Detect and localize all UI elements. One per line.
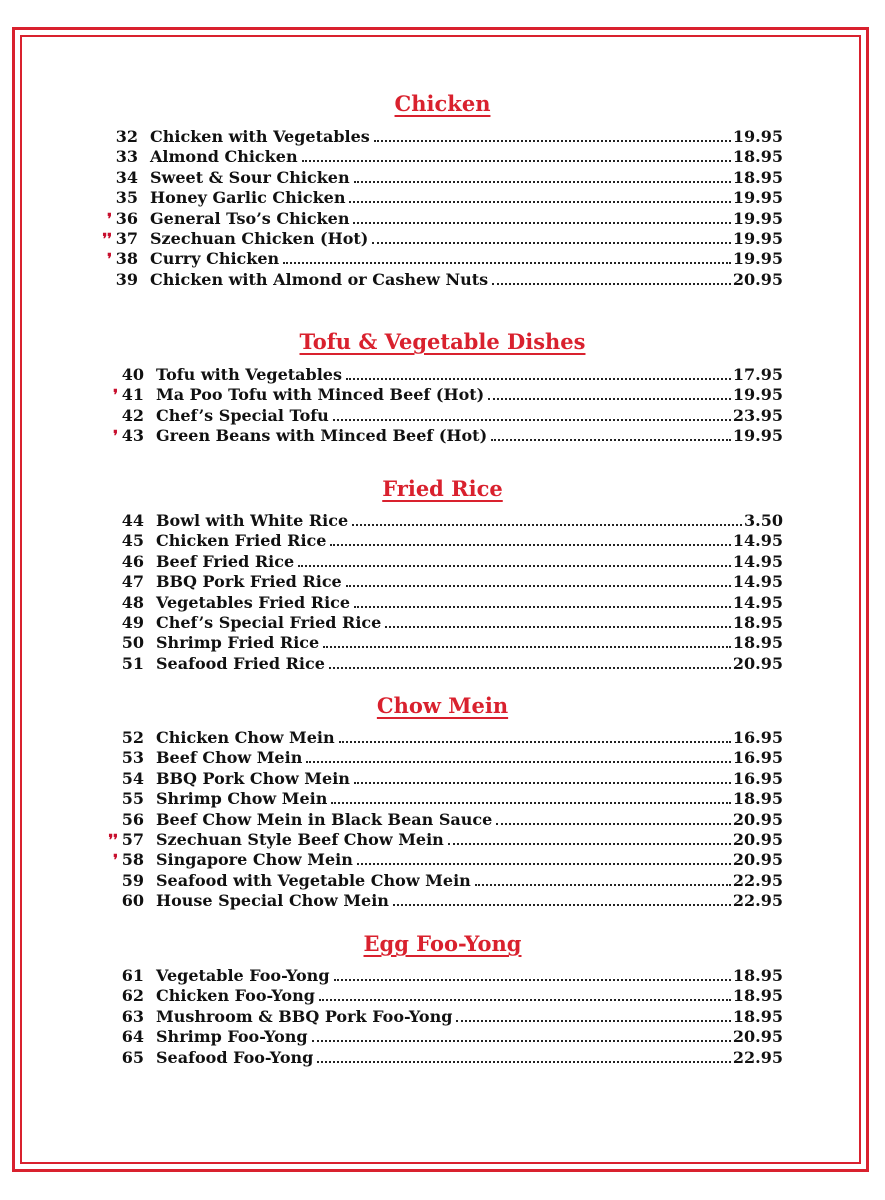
item-number: 47 <box>121 572 144 592</box>
dot-leader <box>330 544 730 546</box>
dot-leader <box>352 524 742 526</box>
menu-item <box>96 1048 783 1068</box>
dot-leader <box>491 439 731 441</box>
dot-leader <box>357 863 731 865</box>
item-price: 14.95 <box>732 572 783 592</box>
item-name: Chicken with Vegetables <box>150 127 370 146</box>
item-number: 49 <box>121 612 144 632</box>
dot-leader <box>317 1061 731 1063</box>
menu-item <box>96 654 783 674</box>
item-number: 55 <box>121 789 144 809</box>
item-price: 16.95 <box>732 728 783 747</box>
item-price: 22.95 <box>732 891 783 911</box>
item-number: 57 <box>121 829 144 849</box>
dot-leader <box>306 761 731 763</box>
item-number: 45 <box>121 531 144 551</box>
item-number: 60 <box>121 891 144 911</box>
item-price: 18.95 <box>732 1006 783 1026</box>
menu-item <box>96 728 783 748</box>
item-name: Honey Garlic Chicken <box>150 188 346 208</box>
menu-item <box>96 891 783 911</box>
item-price: 18.95 <box>732 966 783 985</box>
item-number: 63 <box>121 1006 144 1026</box>
spicy-chili-icon: ❜❜ <box>108 830 118 849</box>
dot-leader <box>353 222 730 224</box>
menu-item <box>96 511 783 531</box>
item-name: Szechuan Style Beef Chow Mein <box>156 829 444 849</box>
menu-item <box>96 531 783 551</box>
menu-list-chicken <box>90 127 783 290</box>
item-price: 18.95 <box>732 633 783 653</box>
dot-leader <box>312 1040 731 1042</box>
menu-item <box>90 249 783 269</box>
menu-list-fried-rice <box>96 511 783 674</box>
dot-leader <box>496 823 731 825</box>
item-price: 20.95 <box>732 850 783 870</box>
dot-leader <box>492 283 731 285</box>
item-number: 51 <box>121 653 144 673</box>
dot-leader <box>354 606 731 608</box>
menu-item <box>96 769 783 789</box>
item-price: 20.95 <box>732 809 783 829</box>
item-number: 48 <box>121 592 144 612</box>
item-number: 43 <box>121 426 144 446</box>
item-number: 65 <box>121 1047 144 1067</box>
section-title-chow-mein: Chow Mein <box>376 693 509 718</box>
item-name: Mushroom & BBQ Pork Foo-Yong <box>156 1006 453 1026</box>
item-name: Bowl with White Rice <box>156 511 349 530</box>
section-title-tofu-vegetable: Tofu & Vegetable Dishes <box>299 329 586 354</box>
item-price: 19.95 <box>732 228 783 248</box>
item-name: Seafood Fried Rice <box>156 653 325 673</box>
menu-item <box>96 385 783 405</box>
dot-leader <box>319 999 731 1001</box>
item-name: Shrimp Fried Rice <box>156 633 320 653</box>
menu-item <box>96 572 783 592</box>
spicy-chili-icon: ❜❜ <box>102 229 112 248</box>
section-title-fried-rice: Fried Rice <box>382 476 503 501</box>
item-number: 34 <box>115 167 138 187</box>
item-name: Seafood with Vegetable Chow Mein <box>156 870 471 890</box>
item-price: 19.95 <box>732 385 783 405</box>
item-price: 18.95 <box>732 167 783 187</box>
dot-leader <box>488 398 731 400</box>
item-price: 18.95 <box>732 147 783 167</box>
item-price: 18.95 <box>732 789 783 809</box>
item-number: 62 <box>121 986 144 1006</box>
item-number: 59 <box>121 870 144 890</box>
dot-leader <box>323 646 731 648</box>
menu-item <box>96 748 783 768</box>
menu-item <box>96 789 783 809</box>
item-price: 17.95 <box>732 365 783 384</box>
item-number: 38 <box>115 249 138 269</box>
dot-leader <box>339 741 731 743</box>
menu-item <box>90 188 783 208</box>
dot-leader <box>346 378 731 380</box>
item-price: 19.95 <box>732 208 783 228</box>
dot-leader <box>372 242 731 244</box>
item-number: 53 <box>121 748 144 768</box>
item-price: 19.95 <box>732 127 783 146</box>
dot-leader <box>333 419 731 421</box>
item-number: 50 <box>121 633 144 653</box>
dot-leader <box>475 884 731 886</box>
item-number: 54 <box>121 768 144 788</box>
item-name: Almond Chicken <box>150 147 298 167</box>
dot-leader <box>302 160 731 162</box>
dot-leader <box>354 782 731 784</box>
item-price: 19.95 <box>732 188 783 208</box>
item-price: 20.95 <box>732 653 783 673</box>
item-price: 18.95 <box>732 612 783 632</box>
item-number: 58 <box>121 850 144 870</box>
item-name: Beef Chow Mein in Black Bean Sauce <box>156 809 493 829</box>
item-name: Shrimp Foo-Yong <box>156 1027 308 1047</box>
item-number: 46 <box>121 551 144 571</box>
dot-leader <box>346 585 731 587</box>
item-number: 39 <box>115 269 138 289</box>
item-name: Shrimp Chow Mein <box>156 789 328 809</box>
spicy-chili-icon: ❜ <box>113 427 118 446</box>
item-number: 56 <box>121 809 144 829</box>
menu-item <box>90 229 783 249</box>
menu-item <box>96 633 783 653</box>
dot-leader <box>448 843 731 845</box>
item-name: BBQ Pork Fried Rice <box>156 572 342 592</box>
menu-item <box>90 127 783 147</box>
item-number: 40 <box>121 365 144 384</box>
item-number: 61 <box>121 966 144 985</box>
menu-item <box>96 613 783 633</box>
spicy-chili-icon: ❜ <box>107 209 112 228</box>
menu-item <box>96 810 783 830</box>
menu-item <box>96 426 783 446</box>
dot-leader <box>393 904 731 906</box>
item-price: 20.95 <box>732 829 783 849</box>
item-price: 3.50 <box>744 511 783 530</box>
item-number: 41 <box>121 385 144 405</box>
item-name: Beef Fried Rice <box>156 551 295 571</box>
dot-leader <box>354 181 731 183</box>
menu-item <box>96 406 783 426</box>
menu-item <box>96 552 783 572</box>
item-number: 52 <box>121 728 144 747</box>
menu-item <box>96 1007 783 1027</box>
item-name: Chef’s Special Fried Rice <box>156 612 382 632</box>
item-price: 20.95 <box>732 1027 783 1047</box>
item-price: 19.95 <box>732 426 783 446</box>
item-name: Vegetables Fried Rice <box>156 592 351 612</box>
menu-item <box>96 593 783 613</box>
dot-leader <box>298 565 731 567</box>
menu-item <box>90 209 783 229</box>
item-price: 22.95 <box>732 1047 783 1067</box>
item-price: 16.95 <box>732 748 783 768</box>
item-name: Tofu with Vegetables <box>156 365 342 384</box>
item-name: Chicken Chow Mein <box>156 728 335 747</box>
menu-item <box>96 871 783 891</box>
item-name: BBQ Pork Chow Mein <box>156 768 350 788</box>
menu-list-tofu-vegetable <box>96 365 783 447</box>
menu-item <box>90 168 783 188</box>
item-name: General Tso’s Chicken <box>150 208 350 228</box>
dot-leader <box>331 802 731 804</box>
item-price: 23.95 <box>732 405 783 425</box>
menu-item <box>96 986 783 1006</box>
item-price: 18.95 <box>732 986 783 1006</box>
item-price: 22.95 <box>732 870 783 890</box>
menu-item <box>96 966 783 986</box>
item-number: 64 <box>121 1027 144 1047</box>
item-name: Green Beans with Minced Beef (Hot) <box>156 426 488 446</box>
item-price: 14.95 <box>732 551 783 571</box>
item-number: 32 <box>115 127 138 146</box>
menu-list-chow-mein <box>96 728 783 912</box>
item-number: 35 <box>115 188 138 208</box>
item-name: Chicken with Almond or Cashew Nuts <box>150 269 489 289</box>
item-name: Beef Chow Mein <box>156 748 303 768</box>
item-name: Szechuan Chicken (Hot) <box>150 228 369 248</box>
item-name: Chicken Fried Rice <box>156 531 327 551</box>
dot-leader <box>374 140 731 142</box>
item-price: 14.95 <box>732 592 783 612</box>
item-name: Sweet & Sour Chicken <box>150 167 350 187</box>
item-number: 33 <box>115 147 138 167</box>
section-title-egg-foo-yong: Egg Foo-Yong <box>363 931 522 956</box>
item-name: Curry Chicken <box>150 249 280 269</box>
dot-leader <box>334 979 731 981</box>
item-name: Chef’s Special Tofu <box>156 405 329 425</box>
item-name: Seafood Foo-Yong <box>156 1047 314 1067</box>
section-title-chicken: Chicken <box>394 91 491 116</box>
dot-leader <box>456 1020 730 1022</box>
menu-item <box>96 850 783 870</box>
dot-leader <box>385 626 731 628</box>
item-price: 14.95 <box>732 531 783 551</box>
menu-item <box>96 1027 783 1047</box>
dot-leader <box>349 201 730 203</box>
item-name: Vegetable Foo-Yong <box>156 966 330 985</box>
item-price: 19.95 <box>732 249 783 269</box>
item-price: 16.95 <box>732 768 783 788</box>
spicy-chili-icon: ❜ <box>113 851 118 870</box>
item-number: 37 <box>115 228 138 248</box>
item-name: Ma Poo Tofu with Minced Beef (Hot) <box>156 385 485 405</box>
item-number: 44 <box>121 511 144 530</box>
item-name: Singapore Chow Mein <box>156 850 353 870</box>
item-price: 20.95 <box>732 269 783 289</box>
spicy-chili-icon: ❜ <box>107 250 112 269</box>
item-name: House Special Chow Mein <box>156 891 389 911</box>
dot-leader <box>283 262 731 264</box>
dot-leader <box>329 667 731 669</box>
item-name: Chicken Foo-Yong <box>156 986 315 1006</box>
menu-item <box>96 830 783 850</box>
item-number: 36 <box>115 208 138 228</box>
menu-item <box>90 270 783 290</box>
menu-item <box>96 365 783 385</box>
menu-item <box>90 147 783 167</box>
item-number: 42 <box>121 405 144 425</box>
menu-list-egg-foo-yong <box>96 966 783 1068</box>
spicy-chili-icon: ❜ <box>113 386 118 405</box>
